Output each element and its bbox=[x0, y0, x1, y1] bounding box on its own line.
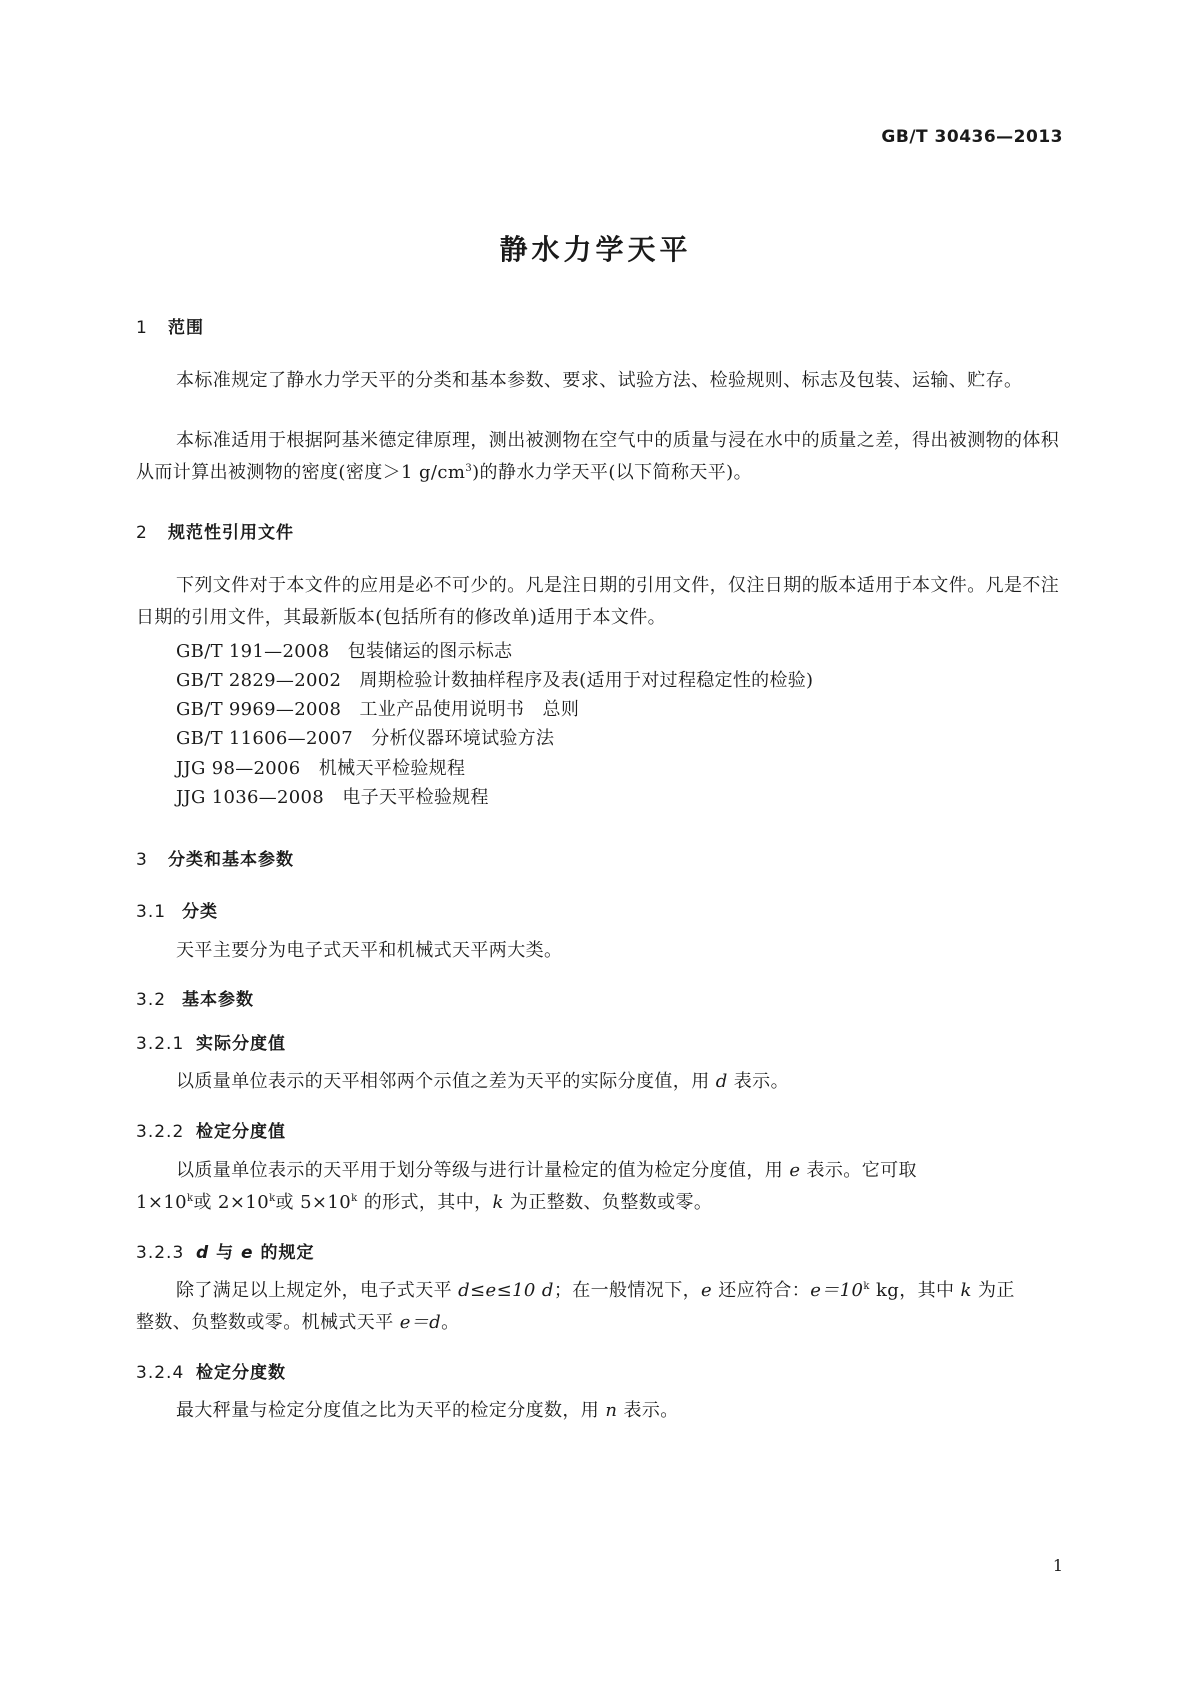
section-title: 分类和基本参数 bbox=[168, 850, 294, 870]
section-number: 3 bbox=[136, 850, 148, 870]
reference-item: GB/T 2829—2002 周期检验计数抽样程序及表(适用于对过程稳定性的检验) bbox=[176, 670, 814, 691]
section-3-2-3-line-2: 整数、负整数或零。机械式天平 e＝d。 bbox=[136, 1312, 460, 1333]
section-3-2-2-heading bbox=[136, 1117, 286, 1142]
section-title: 检定分度值 bbox=[196, 1122, 286, 1142]
section-3-2-4-paragraph: 最大秤量与检定分度值之比为天平的检定分度数，用 n 表示。 bbox=[176, 1400, 679, 1421]
section-3-1-paragraph: 天平主要分为电子式天平和机械式天平两大类。 bbox=[176, 940, 563, 961]
reference-item: JJG 98—2006 机械天平检验规程 bbox=[176, 758, 466, 779]
section-3-2-3-line-1: 除了满足以上规定外，电子式天平 d≤e≤10 d；在一般情况下，e 还应符合：$e=10^k$ kg，其中 k 为正 bbox=[176, 1280, 1015, 1301]
reference-item: JJG 1036—2008 电子天平检验规程 bbox=[176, 787, 489, 808]
section-number: 1 bbox=[136, 318, 148, 338]
section-3-2-1-paragraph: 以质量单位表示的天平相邻两个示值之差为天平的实际分度值，用 d 表示。 bbox=[176, 1071, 789, 1092]
section-3-2-1-heading bbox=[136, 1029, 286, 1054]
section-2-heading bbox=[136, 518, 294, 543]
section-3-2-3-heading: 3.2.3 d 与 e 的规定 bbox=[136, 1243, 315, 1263]
section-title: 实际分度值 bbox=[196, 1034, 286, 1054]
section-1-paragraph-2: 本标准适用于根据阿基米德定律原理，测出被测物在空气中的质量与浸在水中的质量之差，得出被测物的体积从而计算出被测物的密度(密度＞1 $g/cm^3$)的静水力学天平(以下简称天平)。 bbox=[136, 430, 1060, 483]
section-number: 3.2.3 bbox=[136, 1243, 185, 1263]
section-number: 2 bbox=[136, 523, 148, 543]
section-number: 3.2.2 bbox=[136, 1122, 185, 1142]
section-3-2-4-heading bbox=[136, 1358, 286, 1383]
section-title: 规范性引用文件 bbox=[168, 523, 294, 543]
standard-number: GB/T 30436—2013 bbox=[881, 127, 1063, 147]
section-3-1-heading bbox=[136, 897, 218, 922]
section-number: 3.2 bbox=[136, 990, 167, 1010]
section-title: 范围 bbox=[168, 318, 204, 338]
section-3-2-2-line-1: 以质量单位表示的天平用于划分等级与进行计量检定的值为检定分度值，用 e 表示。它可取 bbox=[176, 1160, 917, 1181]
section-number: 3.2.4 bbox=[136, 1363, 185, 1383]
reference-item: GB/T 191—2008 包装储运的图示标志 bbox=[176, 641, 513, 662]
section-number: 3.2.1 bbox=[136, 1034, 185, 1054]
section-1-heading bbox=[136, 313, 204, 338]
section-title: 基本参数 bbox=[182, 990, 254, 1010]
section-2-paragraph-1: 下列文件对于本文件的应用是必不可少的。凡是注日期的引用文件，仅注日期的版本适用于本文件。凡是不注日期的引用文件，其最新版本(包括所有的修改单)适用于本文件。 bbox=[136, 575, 1060, 628]
section-3-2-heading bbox=[136, 985, 254, 1010]
section-number: 3.1 bbox=[136, 902, 167, 922]
section-title: 检定分度数 bbox=[196, 1363, 286, 1383]
reference-item: GB/T 9969—2008 工业产品使用说明书 总则 bbox=[176, 699, 580, 720]
section-title: 分类 bbox=[182, 902, 218, 922]
page-number: 1 bbox=[1052, 1556, 1063, 1575]
reference-item: GB/T 11606—2007 分析仪器环境试验方法 bbox=[176, 728, 555, 749]
section-3-2-2-line-2: $1\times 10^k$或 $2\times 10^k$或 $5\times 10^k$ 的形式，其中，k 为正整数、负整数或零。 bbox=[136, 1192, 713, 1213]
section-1-paragraph-1: 本标准规定了静水力学天平的分类和基本参数、要求、试验方法、检验规则、标志及包装、运输、贮存。 bbox=[176, 370, 1023, 391]
document-title: 静水力学天平 bbox=[499, 233, 692, 266]
section-3-heading bbox=[136, 845, 294, 870]
